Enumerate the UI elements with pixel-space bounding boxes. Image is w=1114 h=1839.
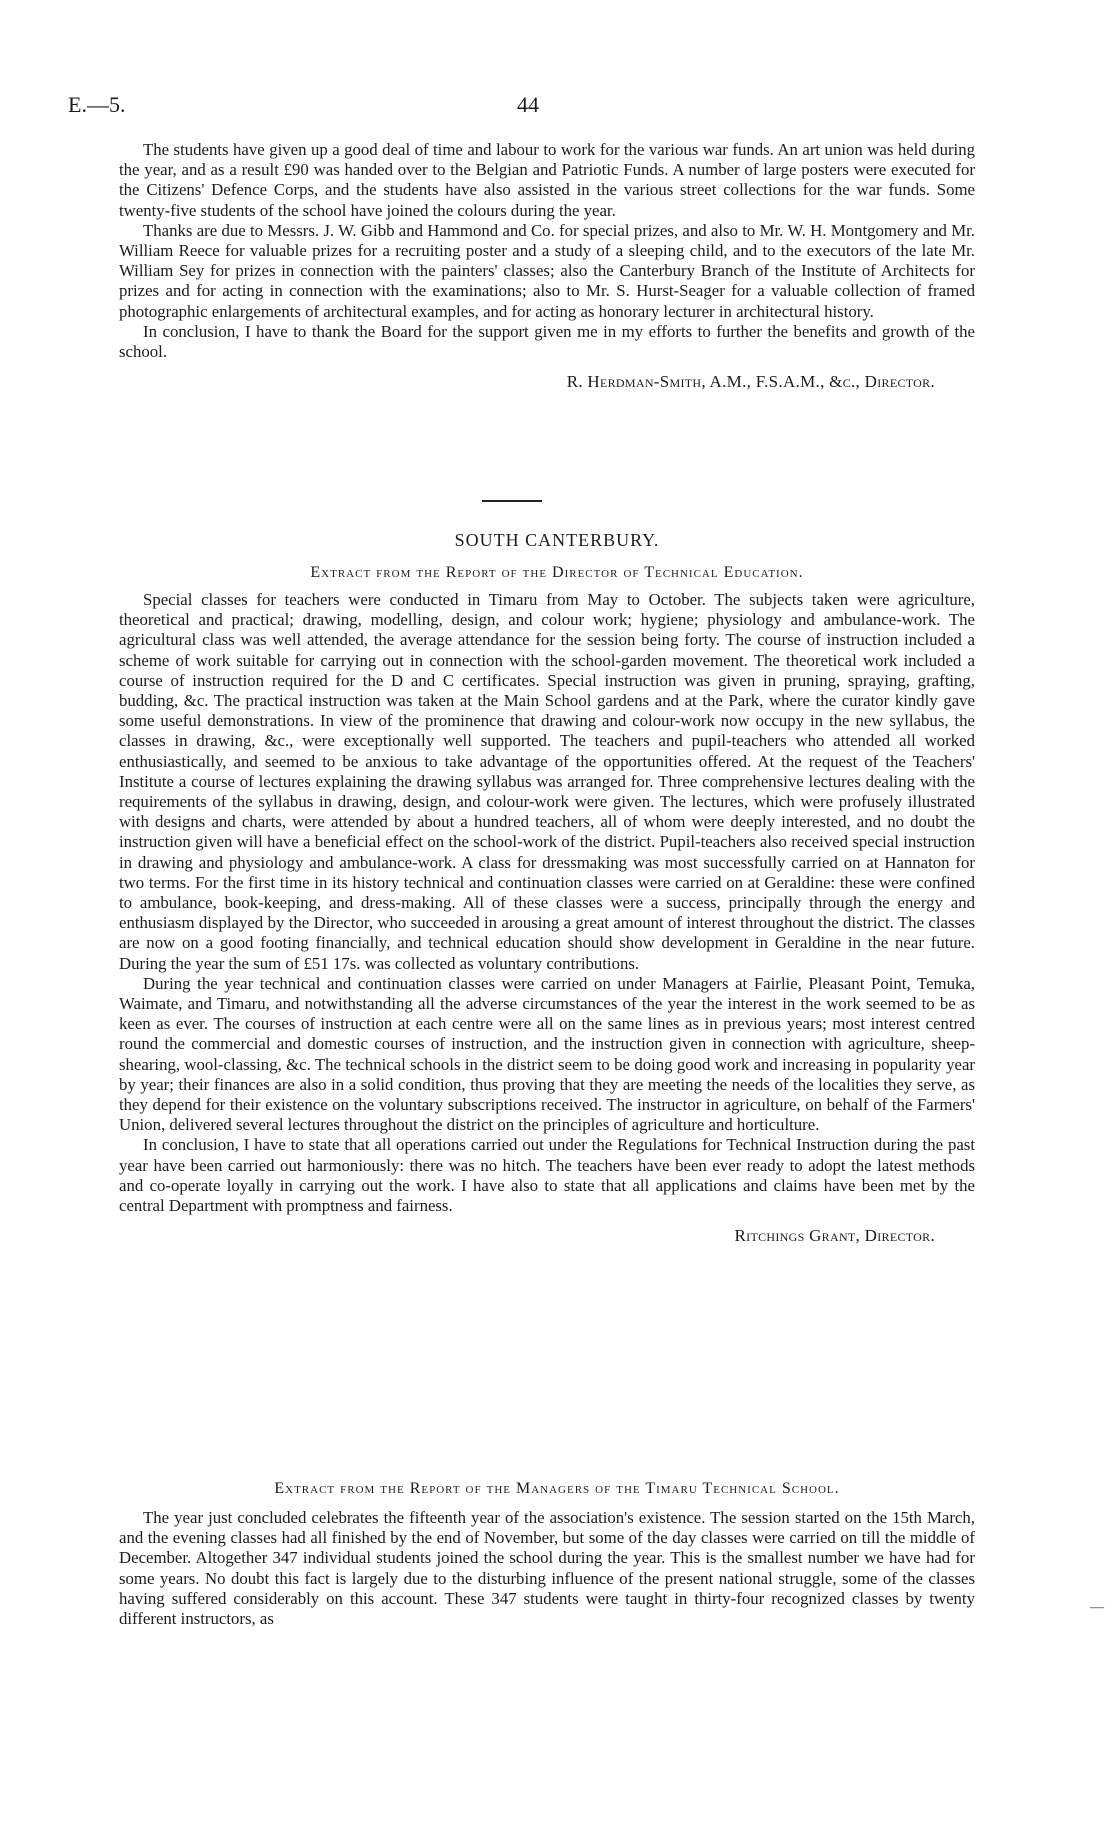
section-title: SOUTH CANTERBURY. bbox=[454, 530, 660, 550]
paragraph: Special classes for teachers were conducted in Timaru from May to October. The subjects taken were agriculture, theoretical and practical; drawing, modelling, design, and colour work; hygiene; physiology and ambulance-work. The agricultural class was well attended, the average attendance for the session being forty. The course of instruction included a scheme of work suitable for carrying out in connection with the school-garden movement. The theoretical work included a course of instruction required for the D and C certificates. Special instruction was given in pruning, spraying, grafting, budding, &c. The practical instruction was taken at the Main School gardens and at the Park, where the curator kindly gave some useful demonstrations. In view of the prominence that drawing and colour-work now occupy in the new syllabus, the classes in drawing, &c., were exceptionally well supported. The teachers and pupil-teachers who attended all worked enthusiastically, and seemed to be anxious to take advantage of the opportunities offered. At the request of the Teachers' Institute a course of lectures explaining the drawing syllabus was arranged for. Three comprehensive lectures dealing with the requirements of the syllabus in drawing, design, and colour-work were given. The lectures, which were profusely illustrated with designs and charts, were attended by about a hundred teachers, all of whom were deeply interested, and no doubt the instruction given will have a beneficial effect on the school-work of the district. Pupil-teachers also received special instruction in drawing and physiology and ambulance-work. A class for dressmaking was most successfully carried on at Hannaton for two terms. For the first time in its history technical and continuation classes were carried on at Geraldine: these were confined to ambulance, book-keeping, and dress-making. All of these classes were a success, principally through the energy and enthusiasm displayed by the Director, who succeeded in arousing a great amount of interest throughout the district. The classes are now on a good footing financially, and technical education should show development in Geraldine in the near future. During the year the sum of £51 17s. was collected as voluntary contributions. bbox=[119, 590, 975, 973]
section-south-canterbury bbox=[119, 590, 975, 1247]
section-art-school-conclusion bbox=[119, 140, 975, 392]
paragraph: In conclusion, I have to thank the Board for the support given me in my efforts to further the benefits and growth of the school. bbox=[119, 321, 975, 362]
paragraph: The year just concluded celebrates the fifteenth year of the association's existence. The session started on the 15th March, and the evening classes had all finished by the end of November, but some of the day classes were carried on till the middle of December. Altogether 347 individual students joined the school during the year. This is the smallest number we have had for some years. No doubt this fact is largely due to the disturbing influence of the present national struggle, some of the classes having suffered considerably on this account. These 347 students were taught in thirty-four recognized classes by twenty different instructors, as bbox=[119, 1508, 975, 1629]
section-subtitle: Extract from the Report of the Director of Technical Education. bbox=[310, 564, 804, 581]
margin-mark-icon: — bbox=[1090, 1600, 1104, 1615]
signature: R. Herdman-Smith, A.M., F.S.A.M., &c., Director. bbox=[566, 372, 935, 392]
paragraph: During the year technical and continuation classes were carried on under Managers at Fairlie, Pleasant Point, Temuka, Waimate, and Timaru, and notwithstanding all the adverse circumstances of the year the interest in the work seemed to be as keen as ever. The courses of instruction at each centre were all on the same lines as in previous years; most interest centred round the commercial and domestic courses of instruction, and the instruction given in connection with agriculture, sheep-shearing, wool-classing, &c. The technical schools in the district seem to be doing good work and increasing in popularity year by year; their finances are also in a solid condition, thus proving that they are meeting the needs of the localities they serve, as they depend for their existence on the voluntary subscriptions received. The instructor in agriculture, on behalf of the Farmers' Union, delivered several lectures throughout the district on the principles of agriculture and horticulture. bbox=[119, 973, 975, 1135]
paragraph: The students have given up a good deal of time and labour to work for the various war funds. An art union was held during the year, and as a result £90 was handed over to the Belgian and Patriotic Funds. A number of large posters were executed for the Citizens' Defence Corps, and the students have also assisted in the various street collections for the war funds. Some twenty-five students of the school have joined the colours during the year. bbox=[119, 140, 975, 220]
page-number: 44 bbox=[517, 92, 539, 117]
document-code: E.—5. bbox=[68, 92, 126, 117]
paragraph: In conclusion, I have to state that all operations carried out under the Regulations for Technical Instruction during the past year have been carried out harmoniously: there was no hitch. The teachers have been ever ready to adopt the latest methods and co-operate loyally in carrying out the work. I have also to state that all applications and claims have been met by the central Department with promptness and fairness. bbox=[119, 1135, 975, 1216]
signature: Ritchings Grant, Director. bbox=[734, 1226, 935, 1246]
section-divider bbox=[482, 500, 542, 502]
paragraph: Thanks are due to Messrs. J. W. Gibb and Hammond and Co. for special prizes, and also to Mr. W. H. Montgomery and Mr. William Reece for valuable prizes for a recruiting poster and a study of a sleeping child, and to the executors of the late Mr. William Sey for prizes in connection with the painters' classes; also the Canterbury Branch of the Institute of Architects for prizes and for acting in connection with the examinations; also to Mr. S. Hurst-Seager for a valuable collection of framed photographic enlargements of architectural examples, and for acting as honorary lecturer in architectural history. bbox=[119, 220, 975, 321]
section-timaru-technical-school bbox=[119, 1508, 975, 1629]
section-subtitle: Extract from the Report of the Managers of the Timaru Technical School. bbox=[274, 1480, 840, 1497]
